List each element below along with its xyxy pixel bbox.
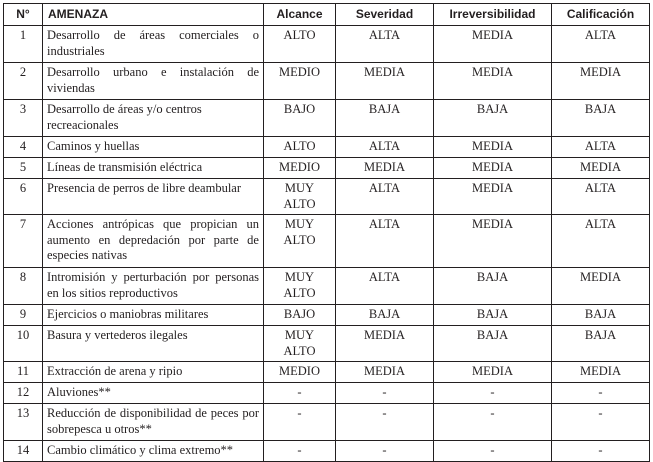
row-irreversibility: - [434, 441, 552, 462]
row-irreversibility: MEDIA [434, 362, 552, 383]
row-irreversibility: MEDIA [434, 179, 552, 215]
table-row [4, 100, 650, 137]
row-threat: Aluviones** [43, 383, 264, 404]
row-severity: ALTA [336, 26, 434, 63]
row-number: 14 [4, 441, 43, 462]
row-number: 9 [4, 305, 43, 326]
row-severity: - [336, 383, 434, 404]
row-number: 4 [4, 137, 43, 158]
row-reach: MUY ALTO [264, 179, 336, 215]
row-threat: Desarrollo de áreas comerciales o industriales [43, 26, 264, 63]
row-severity: ALTA [336, 179, 434, 215]
row-threat: Acciones antrópicas que propician un aumento en depredación por parte de especies nativas [43, 215, 264, 268]
row-rating: ALTA [552, 137, 650, 158]
row-reach: MEDIO [264, 362, 336, 383]
row-reach: BAJO [264, 100, 336, 137]
row-threat: Desarrollo de áreas y/o centros recreacionales [43, 100, 264, 137]
row-threat: Desarrollo urbano e instalación de viviendas [43, 63, 264, 100]
header-rating: Calificación [552, 4, 650, 26]
row-reach: - [264, 441, 336, 462]
row-severity: ALTA [336, 215, 434, 268]
row-rating: ALTA [552, 215, 650, 268]
table-row [4, 305, 650, 326]
row-number: 11 [4, 362, 43, 383]
row-rating: MEDIA [552, 158, 650, 179]
row-severity: ALTA [336, 268, 434, 305]
row-irreversibility: - [434, 383, 552, 404]
row-irreversibility: - [434, 404, 552, 441]
row-rating: ALTA [552, 26, 650, 63]
row-irreversibility: BAJA [434, 305, 552, 326]
header-severity: Severidad [336, 4, 434, 26]
row-number: 10 [4, 326, 43, 362]
row-rating: BAJA [552, 100, 650, 137]
row-reach: MEDIO [264, 158, 336, 179]
row-severity: MEDIA [336, 158, 434, 179]
row-number: 3 [4, 100, 43, 137]
table-row [4, 383, 650, 404]
table-row [4, 63, 650, 100]
header-row [4, 4, 650, 26]
row-reach: - [264, 404, 336, 441]
row-irreversibility: BAJA [434, 268, 552, 305]
row-rating: - [552, 383, 650, 404]
row-severity: ALTA [336, 137, 434, 158]
row-severity: MEDIA [336, 362, 434, 383]
row-severity: - [336, 441, 434, 462]
row-number: 5 [4, 158, 43, 179]
row-number: 13 [4, 404, 43, 441]
row-severity: BAJA [336, 100, 434, 137]
table-row [4, 215, 650, 268]
row-irreversibility: BAJA [434, 326, 552, 362]
row-number: 1 [4, 26, 43, 63]
table-row [4, 158, 650, 179]
row-reach: ALTO [264, 26, 336, 63]
row-irreversibility: MEDIA [434, 158, 552, 179]
row-irreversibility: MEDIA [434, 63, 552, 100]
row-severity: - [336, 404, 434, 441]
row-irreversibility: MEDIA [434, 26, 552, 63]
row-rating: - [552, 441, 650, 462]
row-severity: BAJA [336, 305, 434, 326]
row-rating: BAJA [552, 326, 650, 362]
row-severity: MEDIA [336, 326, 434, 362]
table-row [4, 404, 650, 441]
row-number: 7 [4, 215, 43, 268]
row-severity: MEDIA [336, 63, 434, 100]
row-irreversibility: MEDIA [434, 137, 552, 158]
table-row [4, 137, 650, 158]
row-threat: Intromisión y perturbación por personas en los sitios reproductivos [43, 268, 264, 305]
row-number: 2 [4, 63, 43, 100]
row-rating: MEDIA [552, 362, 650, 383]
row-rating: BAJA [552, 305, 650, 326]
row-threat: Ejercicios o maniobras militares [43, 305, 264, 326]
row-number: 12 [4, 383, 43, 404]
row-threat: Líneas de transmisión eléctrica [43, 158, 264, 179]
table-row [4, 441, 650, 462]
table-row [4, 179, 650, 215]
row-threat: Reducción de disponibilidad de peces por sobrepesca u otros** [43, 404, 264, 441]
row-irreversibility: MEDIA [434, 215, 552, 268]
table-row [4, 362, 650, 383]
header-num: N° [4, 4, 43, 26]
row-reach: MUY ALTO [264, 326, 336, 362]
header-irreversibility: Irreversibilidad [434, 4, 552, 26]
row-reach: ALTO [264, 137, 336, 158]
row-threat: Extracción de arena y ripio [43, 362, 264, 383]
row-rating: MEDIA [552, 63, 650, 100]
row-rating: MEDIA [552, 268, 650, 305]
row-threat: Cambio climático y clima extremo** [43, 441, 264, 462]
header-threat: AMENAZA [43, 4, 264, 26]
threat-table [3, 3, 650, 462]
row-reach: MUY ALTO [264, 268, 336, 305]
row-reach: BAJO [264, 305, 336, 326]
row-number: 6 [4, 179, 43, 215]
row-reach: MEDIO [264, 63, 336, 100]
row-threat: Caminos y huellas [43, 137, 264, 158]
threat-table-container [3, 3, 650, 462]
table-row [4, 26, 650, 63]
table-row [4, 268, 650, 305]
header-reach: Alcance [264, 4, 336, 26]
row-irreversibility: BAJA [434, 100, 552, 137]
row-number: 8 [4, 268, 43, 305]
row-threat: Basura y vertederos ilegales [43, 326, 264, 362]
row-threat: Presencia de perros de libre deambular [43, 179, 264, 215]
row-rating: ALTA [552, 179, 650, 215]
row-rating: - [552, 404, 650, 441]
table-row [4, 326, 650, 362]
row-reach: - [264, 383, 336, 404]
row-reach: MUY ALTO [264, 215, 336, 268]
